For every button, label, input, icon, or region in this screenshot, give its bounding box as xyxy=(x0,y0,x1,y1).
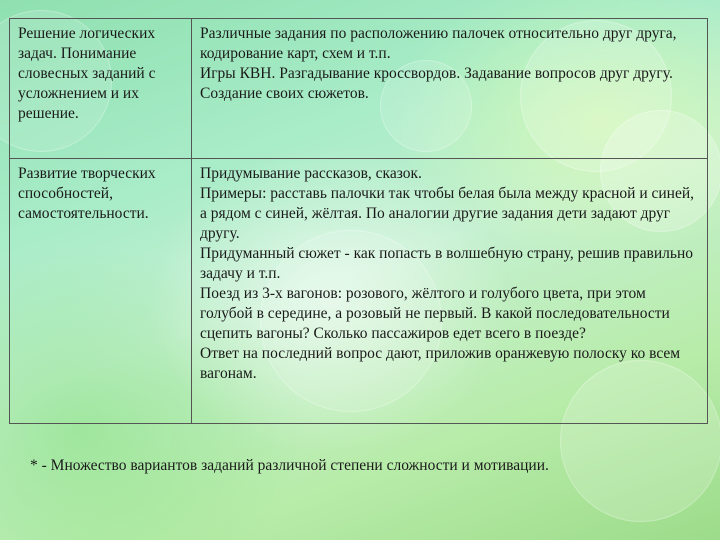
skill-text: Решение логических задач. Понимание словесных заданий с усложнением и их решение. xyxy=(18,25,156,122)
activity-paragraph: Игры КВН. Разгадывание кроссвордов. Задавание вопросов друг другу. Создание своих сюжетов. xyxy=(200,65,673,102)
table-cell-activities xyxy=(192,19,708,159)
table-cell-skill xyxy=(10,19,192,159)
activity-paragraph: Поезд из 3-х вагонов: розового, жёлтого и голубого цвета, при этом голубой в середине, а розовый не первый. В какой последовательности сцепить вагоны? Сколько пассажиров едет всего в поезде? xyxy=(200,285,670,342)
table-row xyxy=(10,159,708,424)
table-cell-skill xyxy=(10,159,192,424)
footnote: * - Множество вариантов заданий различной степени сложности и мотивации. xyxy=(30,457,549,474)
activity-paragraph: Придуманный сюжет - как попасть в волшебную страну, решив правильно задачу и т.п. xyxy=(200,245,694,282)
table-row xyxy=(10,19,708,159)
activity-paragraph: Ответ на последний вопрос дают, приложив оранжевую полоску ко всем вагонам. xyxy=(200,345,681,382)
activity-paragraph: Различные задания по расположению палочек относительно друг друга, кодирование карт, схем и т.п. xyxy=(200,25,677,62)
tasks-table xyxy=(9,18,708,424)
activity-paragraph: Примеры: расставь палочки так чтобы белая была между красной и синей, а рядом с синей, жёлтая. По аналогии другие задания дети задают друг другу. xyxy=(200,185,695,242)
table-cell-activities xyxy=(192,159,708,424)
skill-text: Развитие творческих способностей, самостоятельности. xyxy=(18,165,156,222)
activity-paragraph: Придумывание рассказов, сказок. xyxy=(200,165,422,182)
